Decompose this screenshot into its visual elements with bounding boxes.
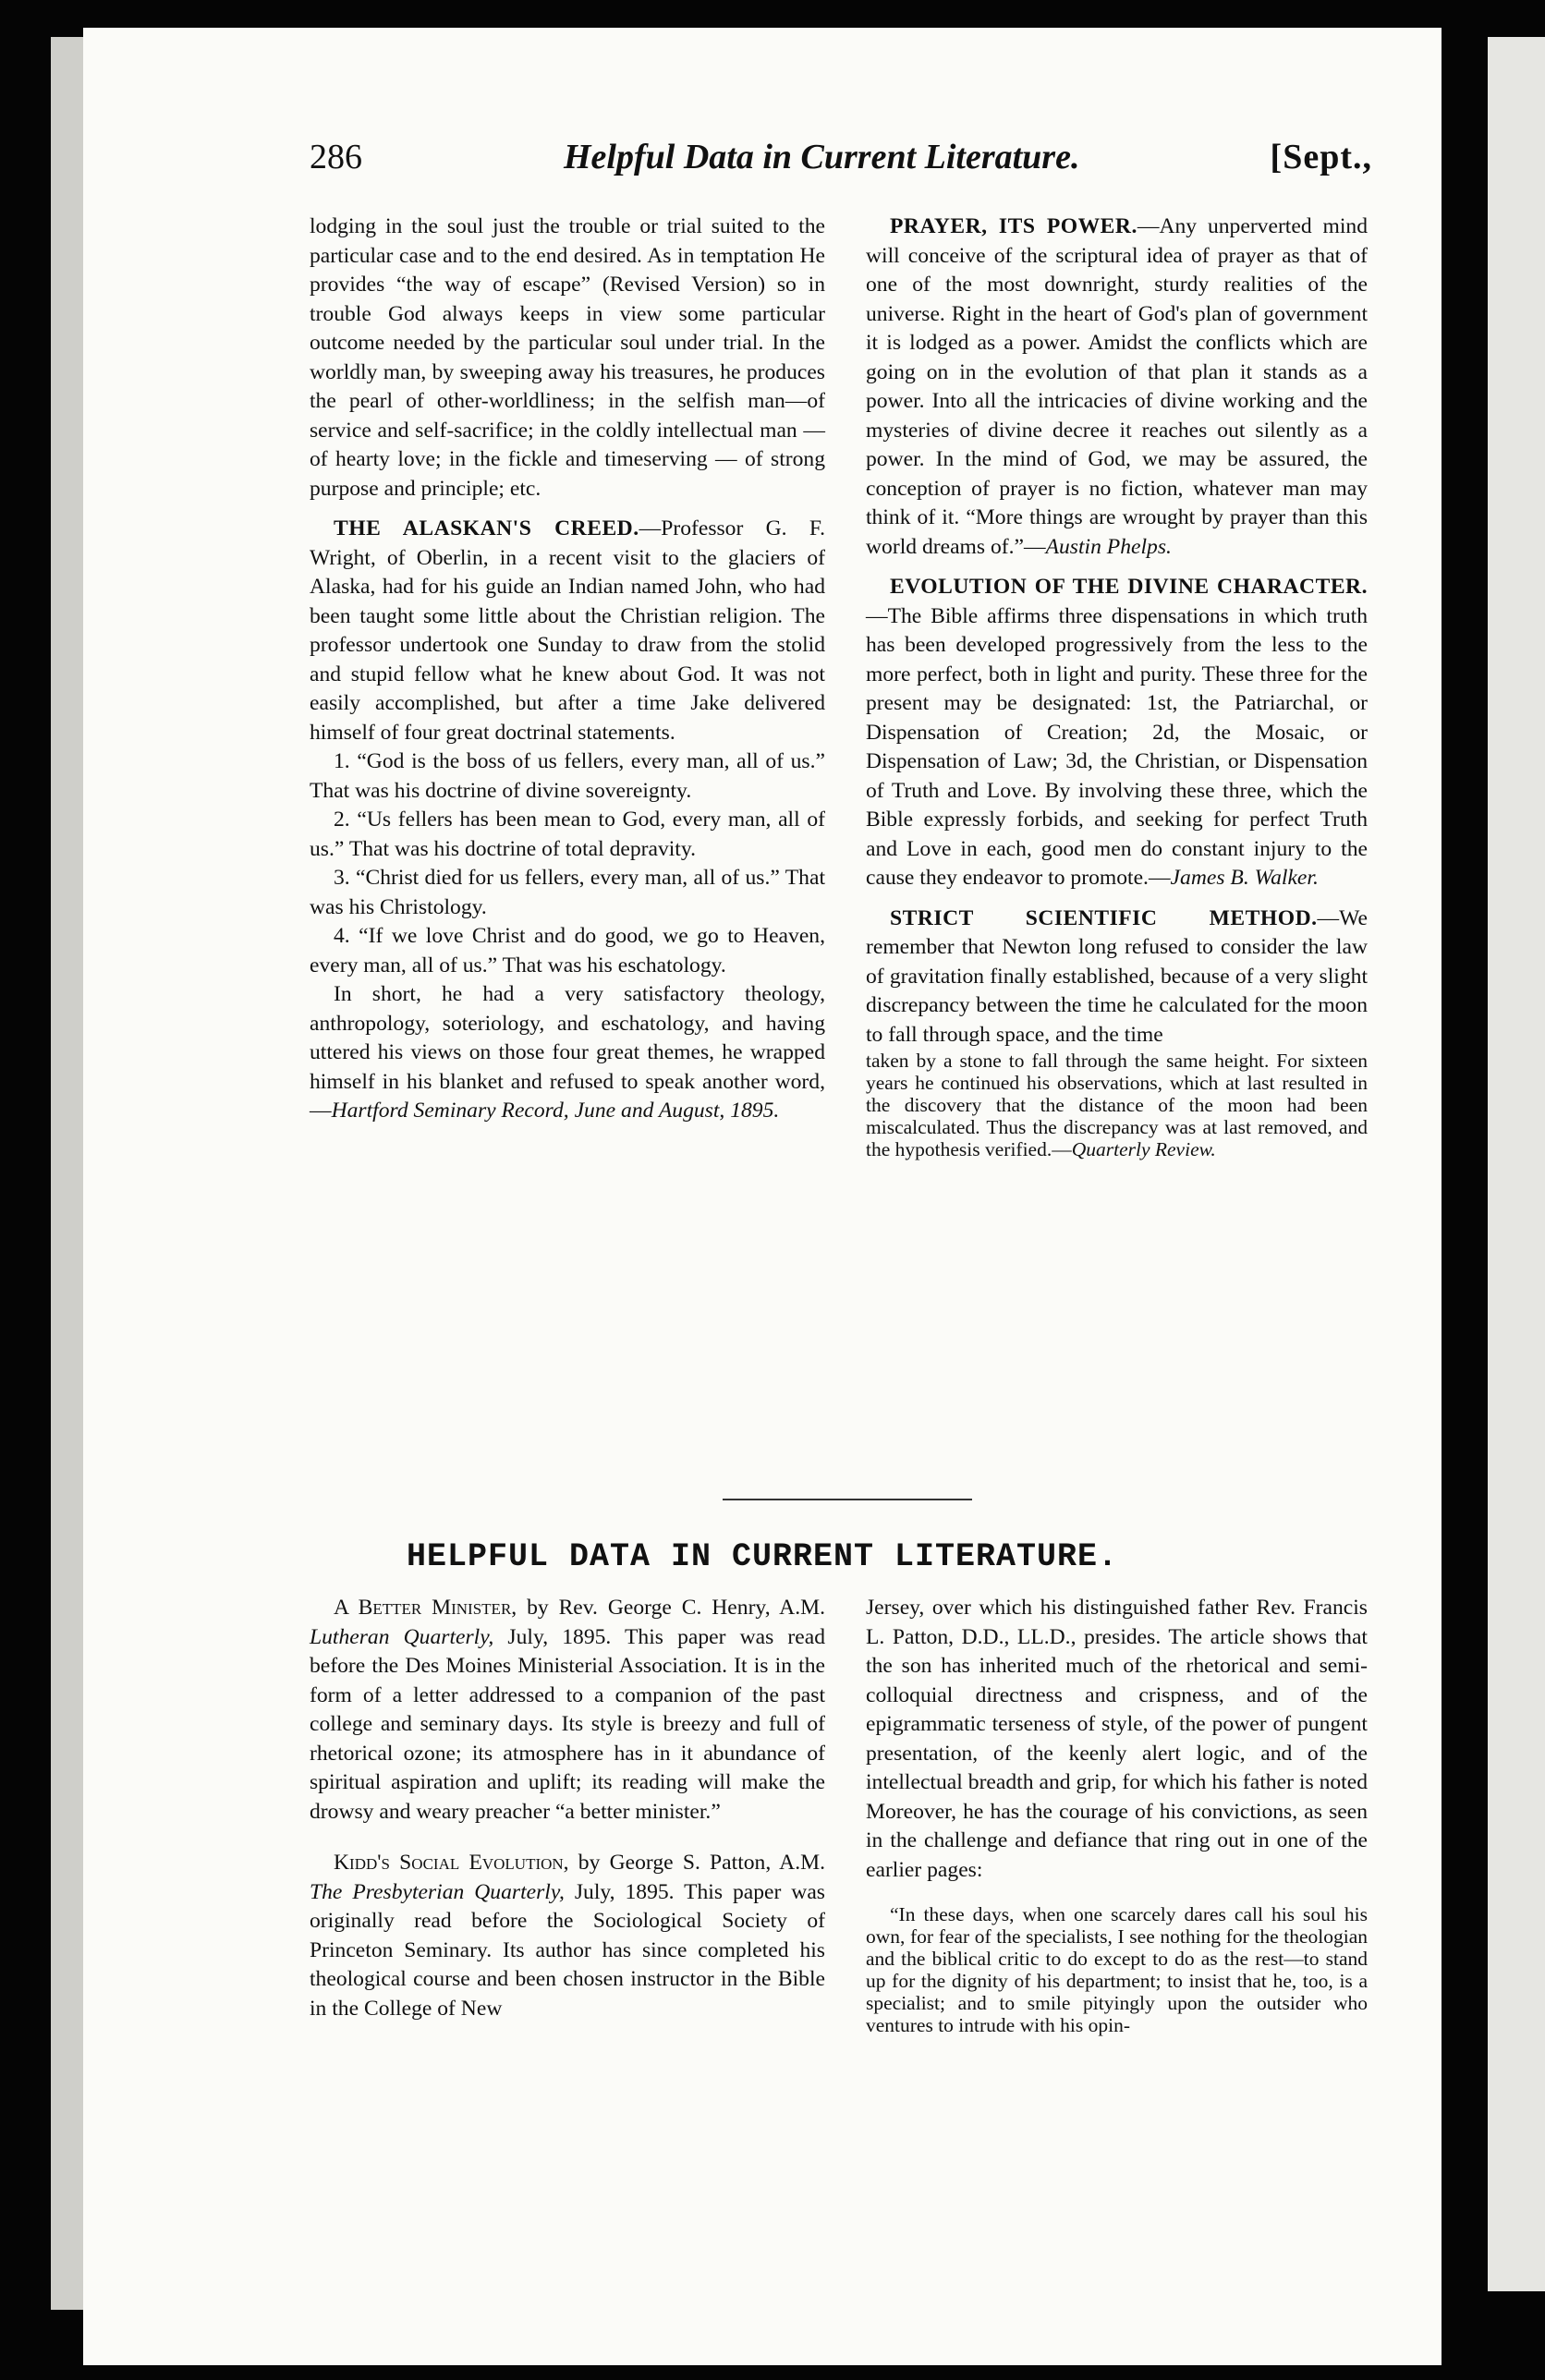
- running-title: Helpful Data in Current Literature.: [564, 138, 1080, 176]
- creed-item-3: 3. “Christ died for us fellers, every man, all of us.” That was his Christology.: [310, 866, 825, 919]
- method-heading: STRICT SCIENTIFIC METHOD.: [890, 905, 1318, 930]
- evolution-source: James B. Walker.: [1170, 866, 1319, 890]
- prayer-heading: PRAYER, ITS POWER.: [890, 214, 1137, 238]
- method-article: [866, 905, 1368, 1050]
- alaskan-creed-body: —Professor G. F. Wright, of Oberlin, in a recent visit to the glaciers of Alaska, had for his guide an Indian named John, who had been taught some little about the Christian religion. The professor undertook one Sunday to draw from the stolid and stupid fellow what he knew about God. It was not easily accomplished, but after a time Jake delivered himself of four great doctrinal statements.: [310, 516, 825, 745]
- prayer-article: [866, 212, 1368, 562]
- creed-summary-source: Hartford Seminary Record, June and August, 1895.: [331, 1099, 780, 1123]
- evolution-heading: EVOLUTION OF THE DIVINE CHARACTER.: [890, 575, 1368, 599]
- better-minister-body: July, 1895. This paper was read before the Des Moines Ministerial Association. It is in the form of a letter addressed to a companion of the past college and seminary days. Its style is breezy and full of rhetorical ozone; its atmosphere has in it abundance of spiritual aspiration and uplift; its reading will make the drowsy and weary preacher “a better minister.”: [310, 1624, 825, 1824]
- kidd-byline: by George S. Patton, A.M.: [568, 1851, 825, 1875]
- kidd-title: Kidd's Social Evolution,: [334, 1851, 569, 1875]
- creed-item-4: 4. “If we love Christ and do good, we go to Heaven, every man, all of us.” That was his eschatology.: [310, 924, 825, 978]
- evolution-article: [866, 573, 1368, 893]
- intro-paragraph: lodging in the soul just the trouble or trial suited to the particular case and to the end desired. As in temptation He provides “the way of escape” (Revised Version) so in trouble God always keeps in view some particular outcome needed by the particular soul under trial. In the worldly man, by sweeping away his treasures, he produces the pearl of other-worldliness; in the selfish man—of service and self-sacrifice; in the coldly intellectual man —of hearty love; in the fickle and timeserving — of strong purpose and principle; etc.: [310, 214, 825, 501]
- prayer-source: Austin Phelps.: [1045, 534, 1172, 559]
- method-source: Quarterly Review.: [1071, 1138, 1216, 1160]
- lower-right-column: [866, 1594, 1368, 2036]
- alaskan-creed-heading: THE ALASKAN'S CREED.: [334, 516, 639, 540]
- better-minister-byline: by Rev. George C. Henry, A.M.: [517, 1596, 826, 1620]
- alaskan-creed-article: [310, 515, 825, 747]
- prayer-body: —Any unperverted mind will conceive of the scriptural idea of prayer as that of one of the most downright, sturdy realities of the universe. Right in the heart of God's plan of government it is lodged as a power. Amidst the conflicts which are going on in the evolution of that plan it stands as a power. Into all the intricacies of divine working and the mysteries of divine decree it reaches out silently as a power. In the mind of God, we may be assured, the conception of prayer is no fiction, whatever man may think of it. “More things are wrought by prayer than this world dreams of.”—: [866, 214, 1368, 559]
- upper-right-column: [866, 212, 1368, 1160]
- kidd-entry-continued: Jersey, over which his distinguished father Rev. Francis L. Patton, D.D., LL.D., presides. The article shows that the son has inherited much of the rhetorical and semi-colloquial directness and crispness, and of the epigrammatic terseness of style, of the power of pungent presentation, of the keenly alert logic, and of the intellectual breadth and grip, for which his father is noted Moreover, he has the courage of his convictions, as seen in the challenge and defiance that ring out in one of the earlier pages:: [866, 1596, 1368, 1882]
- method-article-continued: [866, 1050, 1368, 1160]
- method-body-a: —We remember that Newton long refused to consider the law of gravitation finally established, because of a very slight discrepancy between the time he calculated for the moon to fall through space, and the time: [866, 905, 1368, 1047]
- kidd-body: July, 1895. This paper was originally read before the Sociological Society of Princeton Seminary. Its author has since completed his theological course and been chosen instructor in the Bible in the College of New: [310, 1879, 825, 2021]
- kidd-quote: “In these days, when one scarcely dares call his soul his own, for fear of the specialists, I see nothing for the theologian and the biblical critic to do except to do as the rest—to stand up for the dignity of his department; to insist that he, too, is a specialist; and to smile pityingly upon the outsider who ventures to intrude with his opin-: [866, 1903, 1368, 2036]
- method-body-b: taken by a stone to fall through the same height. For sixteen years he continued his observations, which at last resulted in the discovery that the distance of the moon had been miscalculated. Thus the discrepancy was at last removed, and the hypothesis verified.—: [866, 1050, 1368, 1160]
- kidd-entry: [310, 1849, 825, 2023]
- better-minister-title: A Better Minister,: [334, 1596, 517, 1620]
- section-divider: [723, 1499, 972, 1500]
- upper-left-column: [310, 212, 825, 1126]
- section-heading: HELPFUL DATA IN CURRENT LITERATURE.: [406, 1538, 1119, 1575]
- evolution-body: —The Bible affirms three dispensations in which truth has been developed progressively from the less to the more perfect, both in light and purity. These three for the present may be designated: 1st, the Patriarchal, or Dispensation of Creation; 2d, the Mosaic, or Dispensation of Law; 3d, the Christian, or Dispensation of Truth and Love. By involving these three, which the Bible expressly forbids, and seeking for perfect Truth and Love in each, good men do constant injury to the cause they endeavor to promote.—: [866, 603, 1368, 890]
- creed-item-1: 1. “God is the boss of us fellers, every man, all of us.” That was his doctrine of divine sovereignty.: [310, 749, 825, 803]
- better-minister-entry: [310, 1594, 825, 1827]
- creed-item-2: 2. “Us fellers has been mean to God, every man, all of us.” That was his doctrine of total depravity.: [310, 808, 825, 861]
- creed-summary: [310, 980, 825, 1126]
- creed-summary-text: In short, he had a very satisfactory theology, anthropology, soteriology, and eschatology, and having uttered his views on those four great themes, he wrapped himself in his blanket and refused to speak another word,—: [310, 982, 825, 1123]
- better-minister-journal: Lutheran Quarterly,: [310, 1624, 494, 1649]
- running-header: [310, 137, 1372, 192]
- kidd-journal: The Presbyterian Quarterly,: [310, 1879, 565, 1904]
- running-month: [Sept.,: [1270, 138, 1372, 176]
- adjacent-page-edge: [1488, 37, 1545, 2291]
- lower-left-column: [310, 1594, 825, 2023]
- page-number: 286: [310, 138, 362, 176]
- binding-gutter: [51, 37, 88, 2310]
